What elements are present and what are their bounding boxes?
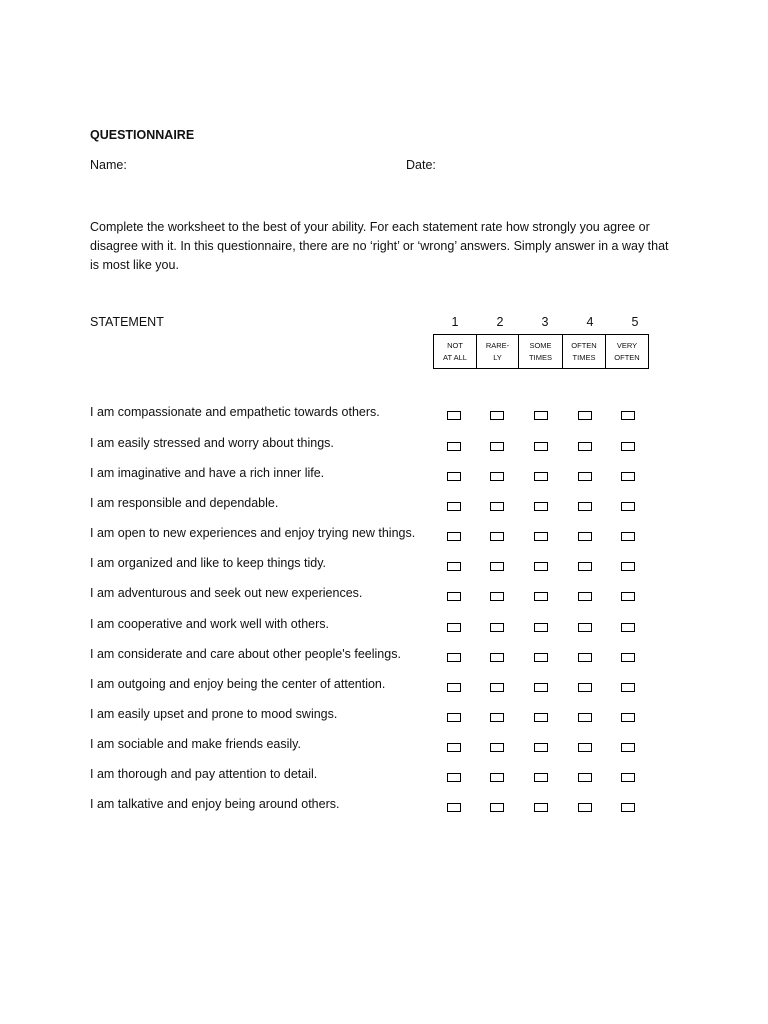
statement-text: I am cooperative and work well with others. <box>90 617 329 631</box>
rating-checkbox-4[interactable] <box>578 411 592 420</box>
rating-checkbox-2[interactable] <box>490 743 504 752</box>
statement-row <box>0 405 768 425</box>
rating-checkbox-5[interactable] <box>621 683 635 692</box>
rating-checkbox-1[interactable] <box>447 411 461 420</box>
statement-row <box>0 436 768 456</box>
rating-checkbox-1[interactable] <box>447 803 461 812</box>
scale-label-sometimes: SOME TIMES <box>519 334 563 369</box>
rating-checkbox-1[interactable] <box>447 713 461 722</box>
instructions-text: Complete the worksheet to the best of your ability. For each statement rate how strongly you agree or disagree with it. In this questionnaire, there are no ‘right’ or ‘wrong’ answers. Simply answer in a way that is most like you. <box>90 220 669 272</box>
statement-text: I am organized and like to keep things tidy. <box>90 556 327 570</box>
scale-number-1: 1 <box>451 315 459 329</box>
rating-checkbox-2[interactable] <box>490 653 504 662</box>
rating-checkbox-5[interactable] <box>621 411 635 420</box>
statement-row <box>0 707 768 727</box>
rating-checkbox-3[interactable] <box>534 502 548 511</box>
scale-label-not-at-all: NOT AT ALL <box>433 334 477 369</box>
statement-text: I am responsible and dependable. <box>90 496 279 510</box>
statement-row <box>0 526 768 546</box>
rating-checkbox-2[interactable] <box>490 803 504 812</box>
scale-label-very-often: VERY OFTEN <box>606 334 649 369</box>
rating-checkbox-1[interactable] <box>447 653 461 662</box>
scale-number-5: 5 <box>631 315 639 329</box>
rating-checkbox-1[interactable] <box>447 623 461 632</box>
rating-checkbox-2[interactable] <box>490 773 504 782</box>
rating-checkbox-5[interactable] <box>621 653 635 662</box>
rating-checkbox-4[interactable] <box>578 502 592 511</box>
rating-checkbox-3[interactable] <box>534 562 548 571</box>
page-title: QUESTIONNAIRE <box>90 128 195 142</box>
rating-checkbox-5[interactable] <box>621 532 635 541</box>
rating-checkbox-5[interactable] <box>621 803 635 812</box>
statement-row <box>0 767 768 787</box>
statement-text: I am easily upset and prone to mood swings. <box>90 707 338 721</box>
rating-checkbox-3[interactable] <box>534 773 548 782</box>
rating-checkbox-4[interactable] <box>578 472 592 481</box>
rating-checkbox-5[interactable] <box>621 442 635 451</box>
scale-label-often-times: OFTEN TIMES <box>563 334 606 369</box>
rating-checkbox-2[interactable] <box>490 502 504 511</box>
rating-checkbox-3[interactable] <box>534 442 548 451</box>
rating-checkbox-4[interactable] <box>578 532 592 541</box>
statement-text: I am sociable and make friends easily. <box>90 737 301 751</box>
statement-text: I am imaginative and have a rich inner life. <box>90 466 325 480</box>
name-label: Name: <box>90 158 127 172</box>
rating-checkbox-3[interactable] <box>534 532 548 541</box>
statement-row <box>0 556 768 576</box>
rating-checkbox-5[interactable] <box>621 502 635 511</box>
rating-checkbox-5[interactable] <box>621 773 635 782</box>
statement-row <box>0 737 768 757</box>
statement-text: I am compassionate and empathetic towards others. <box>90 405 380 419</box>
rating-checkbox-4[interactable] <box>578 773 592 782</box>
rating-checkbox-3[interactable] <box>534 683 548 692</box>
rating-checkbox-3[interactable] <box>534 623 548 632</box>
scale-label-rarely: RARE- LY <box>477 334 519 369</box>
rating-checkbox-4[interactable] <box>578 442 592 451</box>
rating-checkbox-1[interactable] <box>447 562 461 571</box>
rating-checkbox-1[interactable] <box>447 532 461 541</box>
statement-column-header: STATEMENT <box>90 315 164 329</box>
statement-text: I am considerate and care about other people's feelings. <box>90 647 401 661</box>
rating-checkbox-3[interactable] <box>534 472 548 481</box>
rating-checkbox-1[interactable] <box>447 502 461 511</box>
rating-checkbox-4[interactable] <box>578 803 592 812</box>
rating-checkbox-2[interactable] <box>490 472 504 481</box>
statement-text: I am thorough and pay attention to detail. <box>90 767 318 781</box>
rating-checkbox-5[interactable] <box>621 623 635 632</box>
rating-checkbox-5[interactable] <box>621 713 635 722</box>
statement-text: I am outgoing and enjoy being the center of attention. <box>90 677 386 691</box>
statement-text: I am adventurous and seek out new experiences. <box>90 586 363 600</box>
rating-checkbox-1[interactable] <box>447 683 461 692</box>
rating-checkbox-1[interactable] <box>447 773 461 782</box>
rating-checkbox-1[interactable] <box>447 592 461 601</box>
statement-row <box>0 617 768 637</box>
rating-checkbox-3[interactable] <box>534 653 548 662</box>
rating-checkbox-3[interactable] <box>534 803 548 812</box>
rating-checkbox-4[interactable] <box>578 653 592 662</box>
rating-checkbox-2[interactable] <box>490 442 504 451</box>
statement-row <box>0 496 768 516</box>
rating-checkbox-5[interactable] <box>621 472 635 481</box>
rating-checkbox-4[interactable] <box>578 683 592 692</box>
rating-checkbox-1[interactable] <box>447 743 461 752</box>
rating-checkbox-4[interactable] <box>578 623 592 632</box>
rating-checkbox-5[interactable] <box>621 562 635 571</box>
statement-text: I am easily stressed and worry about things. <box>90 436 334 450</box>
rating-checkbox-3[interactable] <box>534 592 548 601</box>
rating-checkbox-1[interactable] <box>447 442 461 451</box>
rating-checkbox-4[interactable] <box>578 592 592 601</box>
statement-row <box>0 797 768 817</box>
rating-checkbox-3[interactable] <box>534 411 548 420</box>
statement-row <box>0 677 768 697</box>
statement-row <box>0 466 768 486</box>
rating-checkbox-4[interactable] <box>578 713 592 722</box>
date-label: Date: <box>406 158 436 172</box>
rating-checkbox-4[interactable] <box>578 562 592 571</box>
rating-checkbox-2[interactable] <box>490 592 504 601</box>
scale-number-2: 2 <box>496 315 504 329</box>
rating-checkbox-2[interactable] <box>490 411 504 420</box>
rating-checkbox-5[interactable] <box>621 743 635 752</box>
statement-row <box>0 586 768 606</box>
rating-checkbox-3[interactable] <box>534 713 548 722</box>
rating-checkbox-4[interactable] <box>578 743 592 752</box>
rating-checkbox-2[interactable] <box>490 623 504 632</box>
statement-row <box>0 647 768 667</box>
rating-checkbox-2[interactable] <box>490 562 504 571</box>
rating-checkbox-1[interactable] <box>447 472 461 481</box>
rating-checkbox-5[interactable] <box>621 592 635 601</box>
statement-text: I am talkative and enjoy being around others. <box>90 797 340 811</box>
statement-text: I am open to new experiences and enjoy trying new things. <box>90 526 416 540</box>
scale-number-3: 3 <box>541 315 549 329</box>
rating-checkbox-2[interactable] <box>490 532 504 541</box>
rating-checkbox-2[interactable] <box>490 713 504 722</box>
rating-checkbox-2[interactable] <box>490 683 504 692</box>
rating-checkbox-3[interactable] <box>534 743 548 752</box>
scale-number-4: 4 <box>586 315 594 329</box>
